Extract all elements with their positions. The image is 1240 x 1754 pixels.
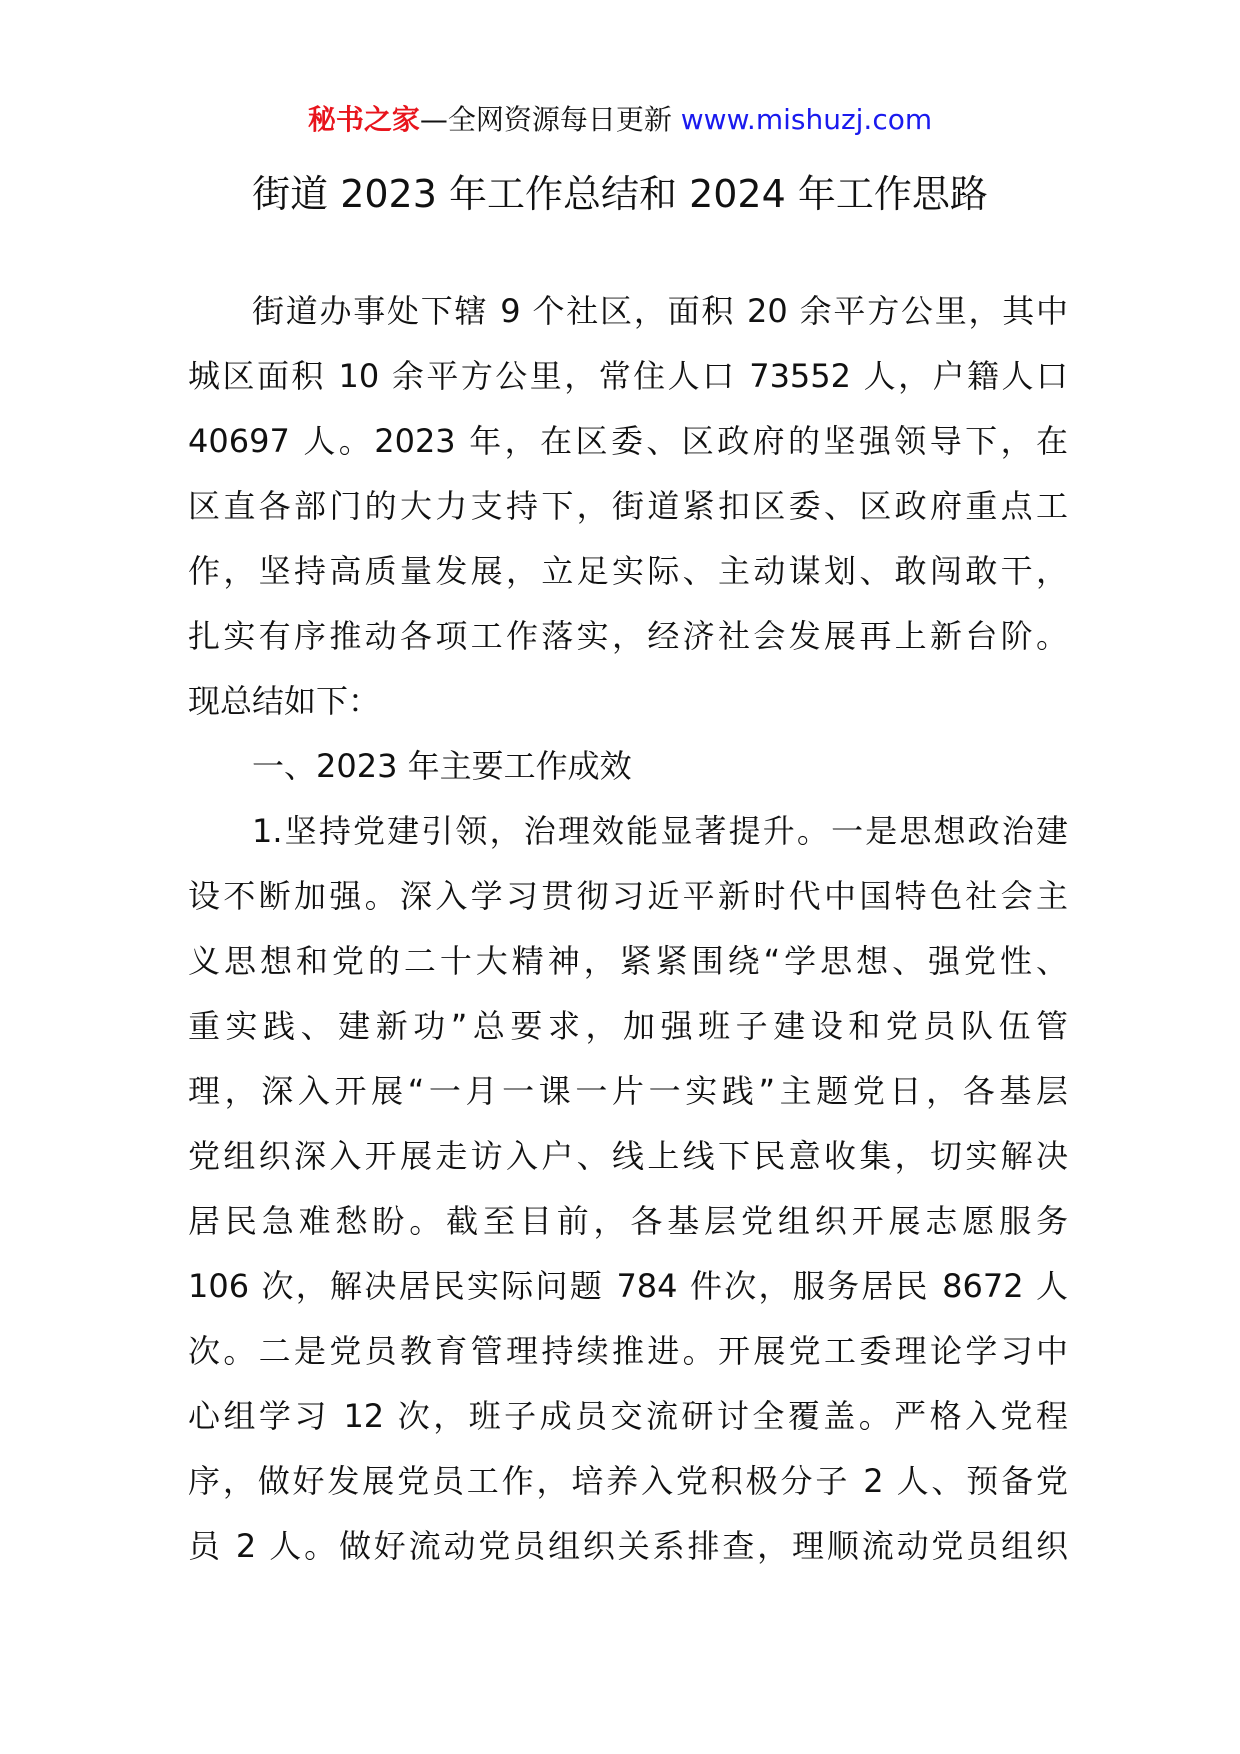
body-line: 员 2 人。做好流动党员组织关系排查，理顺流动党员组织 [188,1527,1068,1565]
body-line: 作，坚持高质量发展，立足实际、主动谋划、敢闯敢干， [188,552,1068,590]
body-line: 义思想和党的二十大精神，紧紧围绕“学思想、强党性、 [188,942,1068,980]
body-line: 40697 人。2023 年，在区委、区政府的坚强领导下，在 [188,422,1068,460]
body-line: 设不断加强。深入学习贯彻习近平新时代中国特色社会主 [188,877,1068,915]
site-url-link[interactable]: www.mishuzj.com [680,103,933,136]
body-line: 106 次，解决居民实际问题 784 件次，服务居民 8672 人 [188,1267,1068,1305]
body-line: 1.坚持党建引领，治理效能显著提升。一是思想政治建 [252,812,1068,850]
section-heading: 一、2023 年主要工作成效 [252,747,632,785]
site-header [0,100,1240,140]
body-line: 理，深入开展“一月一课一片一实践”主题党日，各基层 [188,1072,1068,1110]
body-line: 区直各部门的大力支持下，街道紧扣区委、区政府重点工 [188,487,1068,525]
document-body [188,290,1068,1590]
document-title: 街道 2023 年工作总结和 2024 年工作思路 [252,172,988,216]
body-line: 扎实有序推动各项工作落实，经济社会发展再上新台阶。 [188,617,1068,655]
body-line: 现总结如下： [188,682,381,720]
body-line: 序，做好发展党员工作，培养入党积极分子 2 人、预备党 [188,1462,1068,1500]
body-line: 重实践、建新功”总要求，加强班子建设和党员队伍管 [188,1007,1068,1045]
body-line: 党组织深入开展走访入户、线上线下民意收集，切实解决 [188,1137,1068,1175]
body-line: 城区面积 10 余平方公里，常住人口 73552 人，户籍人口 [188,357,1068,395]
site-tagline: —全网资源每日更新 [419,103,681,136]
site-brand: 秘书之家 [307,103,420,136]
body-line: 次。二是党员教育管理持续推进。开展党工委理论学习中 [188,1332,1068,1370]
body-line: 街道办事处下辖 9 个社区，面积 20 余平方公里，其中 [252,292,1068,330]
body-line: 居民急难愁盼。截至目前，各基层党组织开展志愿服务 [188,1202,1068,1240]
body-line: 心组学习 12 次，班子成员交流研讨全覆盖。严格入党程 [188,1397,1068,1435]
